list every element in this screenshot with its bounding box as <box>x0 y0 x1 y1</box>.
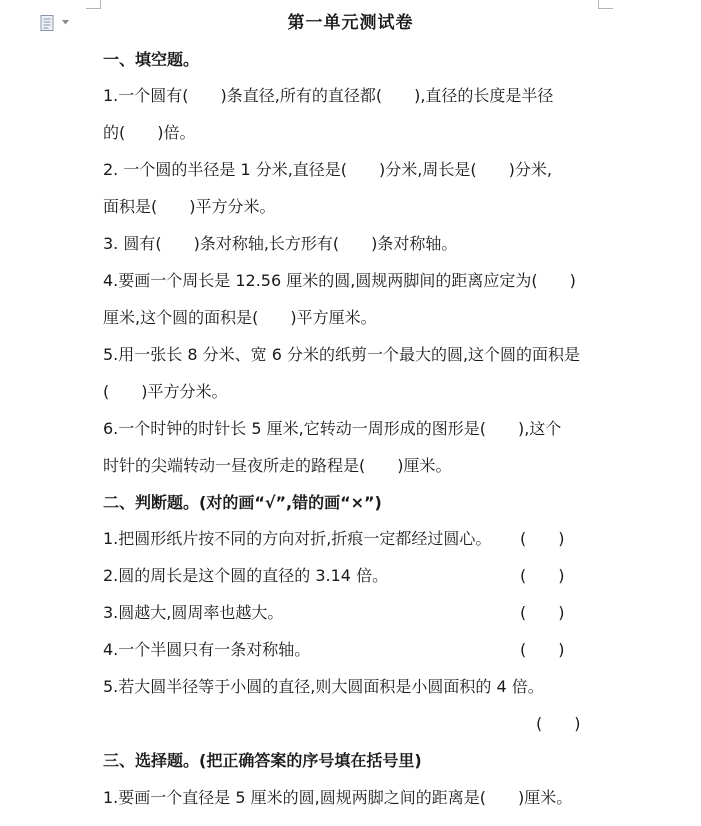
page-title: 第一单元测试卷 <box>287 13 414 33</box>
answer-blank: ( ) <box>520 603 565 622</box>
question-line: 5.用一张长 8 分米、宽 6 分米的纸剪一个最大的圆,这个圆的面积是 <box>103 345 581 364</box>
margin-corner-right <box>598 0 613 9</box>
question-line: 6.一个时钟的时针长 5 厘米,它转动一周形成的图形是( ),这个 <box>103 419 562 438</box>
section-heading-true-false: 二、判断题。(对的画“√”,错的画“×”) <box>103 493 382 512</box>
question-line: 面积是( )平方分米。 <box>103 197 276 216</box>
question-line: ( )平方分米。 <box>103 382 228 401</box>
answer-blank: ( ) <box>536 714 581 733</box>
question-line: 1.一个圆有( )条直径,所有的直径都( ),直径的长度是半径 <box>103 86 554 105</box>
judge-item-text: 5.若大圆半径等于小圆的直径,则大圆面积是小圆面积的 4 倍。 <box>103 677 544 696</box>
section-heading-fill-in: 一、填空题。 <box>103 50 200 69</box>
section-heading-multiple-choice: 三、选择题。(把正确答案的序号填在括号里) <box>103 751 422 770</box>
answer-blank: ( ) <box>520 529 565 548</box>
question-line: 厘米,这个圆的面积是( )平方厘米。 <box>103 308 377 327</box>
judge-item-text: 2.圆的周长是这个圆的直径的 3.14 倍。 <box>103 566 389 585</box>
judge-item-text: 3.圆越大,圆周率也越大。 <box>103 603 284 622</box>
question-line: 的( )倍。 <box>103 123 196 142</box>
question-line: 3. 圆有( )条对称轴,长方形有( )条对称轴。 <box>103 234 458 253</box>
question-line: 时针的尖端转动一昼夜所走的路程是( )厘米。 <box>103 456 452 475</box>
judge-item-text: 4.一个半圆只有一条对称轴。 <box>103 640 311 659</box>
judge-item-text: 1.把圆形纸片按不同的方向对折,折痕一定都经过圆心。 <box>103 529 492 548</box>
question-line: 2. 一个圆的半径是 1 分米,直径是( )分米,周长是( )分米, <box>103 160 552 179</box>
question-line: 1.要画一个直径是 5 厘米的圆,圆规两脚之间的距离是( )厘米。 <box>103 788 573 807</box>
answer-blank: ( ) <box>520 566 565 585</box>
question-line: 4.要画一个周长是 12.56 厘米的圆,圆规两脚间的距离应定为( ) <box>103 271 576 290</box>
answer-blank: ( ) <box>520 640 565 659</box>
margin-corner-left <box>86 0 101 9</box>
